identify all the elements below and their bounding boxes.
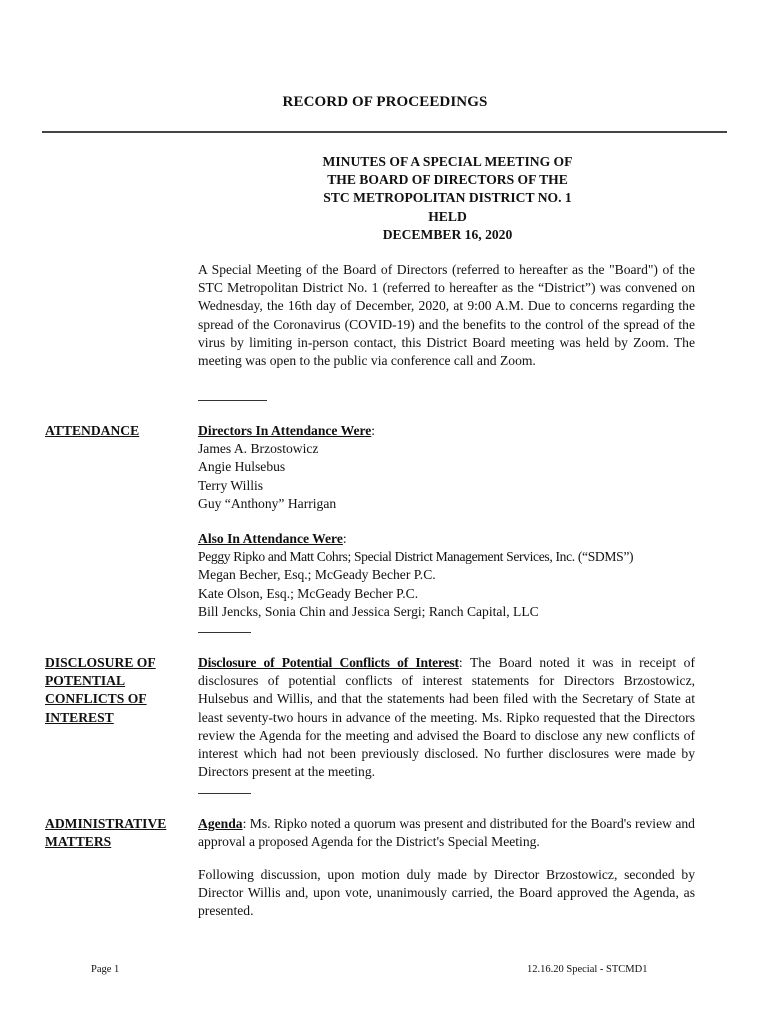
also-attendance-section xyxy=(198,530,708,621)
motion-paragraph: Following discussion, upon motion duly made by Director Brzostowicz, seconded by Director Willis and, upon vote, unanimously carried, the Board approved the Agenda, as presented. xyxy=(198,867,695,919)
director-name: James A. Brzostowicz xyxy=(198,441,319,457)
attendee: Peggy Ripko and Matt Cohrs; Special District Management Services, Inc. (“SDMS”) xyxy=(198,549,634,565)
disclosure-label-line: DISCLOSURE OF xyxy=(45,655,156,670)
colon: : xyxy=(371,423,376,438)
header-divider xyxy=(42,131,727,133)
administrative-label-line: MATTERS xyxy=(45,834,112,850)
disclosure-label-line: INTEREST xyxy=(45,709,114,725)
attendee: Bill Jencks, Sonia Chin and Jessica Sergi; Ranch Capital, LLC xyxy=(198,603,539,619)
minutes-heading xyxy=(200,153,695,244)
administrative-label-line: ADMINISTRATIVE xyxy=(45,816,167,831)
minutes-heading-line: STC METROPOLITAN DISTRICT NO. 1 xyxy=(323,190,572,206)
agenda-heading: Agenda xyxy=(198,816,243,831)
agenda-text: Ms. Ripko noted a quorum was present and distributed for the Board's review and approval a proposed Agenda for the District's Special Meeting. xyxy=(198,816,695,850)
colon: : xyxy=(458,655,470,670)
director-name: Guy “Anthony” Harrigan xyxy=(198,495,337,511)
attendee: Kate Olson, Esq.; McGeady Becher P.C. xyxy=(198,585,419,601)
section-separator xyxy=(198,793,251,794)
attendee: Megan Becher, Esq.; McGeady Becher P.C. xyxy=(198,567,436,583)
intro-paragraph: A Special Meeting of the Board of Directors (referred to hereafter as the "Board") of the STC Metropolitan District No. 1 (referred to hereafter as the “District”) was convened on Wednesday, the 16th day of December, 2020, at 9:00 A.M. Due to concerns regarding the spread of the Coronavirus (COVID-19) and the benefits to the control of the spread of the virus by limiting in-person contact, this District Board meeting was held by Zoom. The meeting was open to the public via conference call and Zoom. xyxy=(198,262,695,369)
disclosure-label-line: POTENTIAL xyxy=(45,673,126,689)
page-title: RECORD OF PROCEEDINGS xyxy=(282,94,488,110)
disclosure-paragraph xyxy=(198,654,695,781)
attendance-label xyxy=(45,422,190,440)
minutes-heading-line: THE BOARD OF DIRECTORS OF THE xyxy=(327,172,568,188)
attendance-section xyxy=(198,422,695,513)
disclosure-text: The Board noted it was in receipt of disclosures of potential conflicts of interest statements for Directors Brzostowicz, Hulsebus and Willis, and that the statements had been filed with the Secretary of State at least seventy-two hours in advance of the meeting. Ms. Ripko requested that the Directors review the Agenda for the meeting and advised the Board to disclose any new conflicts of interest which had not been previously disclosed. No further disclosures were made by Directors present at the meeting. xyxy=(198,655,695,780)
colon: : xyxy=(242,816,250,831)
minutes-heading-line: HELD xyxy=(428,208,467,224)
also-heading: Also In Attendance Were xyxy=(198,531,343,546)
disclosure-label xyxy=(45,654,190,727)
disclosure-heading: Disclosure of Potential Conflicts of Interest xyxy=(198,655,459,670)
director-name: Angie Hulsebus xyxy=(198,459,286,475)
disclosure-label-line: CONFLICTS OF xyxy=(45,691,147,707)
section-separator xyxy=(198,400,267,401)
director-name: Terry Willis xyxy=(198,477,264,493)
minutes-heading-line: DECEMBER 16, 2020 xyxy=(382,226,513,242)
administrative-label xyxy=(45,815,190,851)
colon: : xyxy=(342,531,347,546)
document-id: 12.16.20 Special - STCMD1 xyxy=(527,964,648,975)
agenda-paragraph xyxy=(198,815,695,851)
section-separator xyxy=(198,632,251,633)
minutes-heading-line: MINUTES OF A SPECIAL MEETING OF xyxy=(322,154,573,169)
page-number: Page 1 xyxy=(91,964,120,975)
directors-heading: Directors In Attendance Were xyxy=(198,423,372,438)
attendance-label-text: ATTENDANCE xyxy=(45,423,140,438)
